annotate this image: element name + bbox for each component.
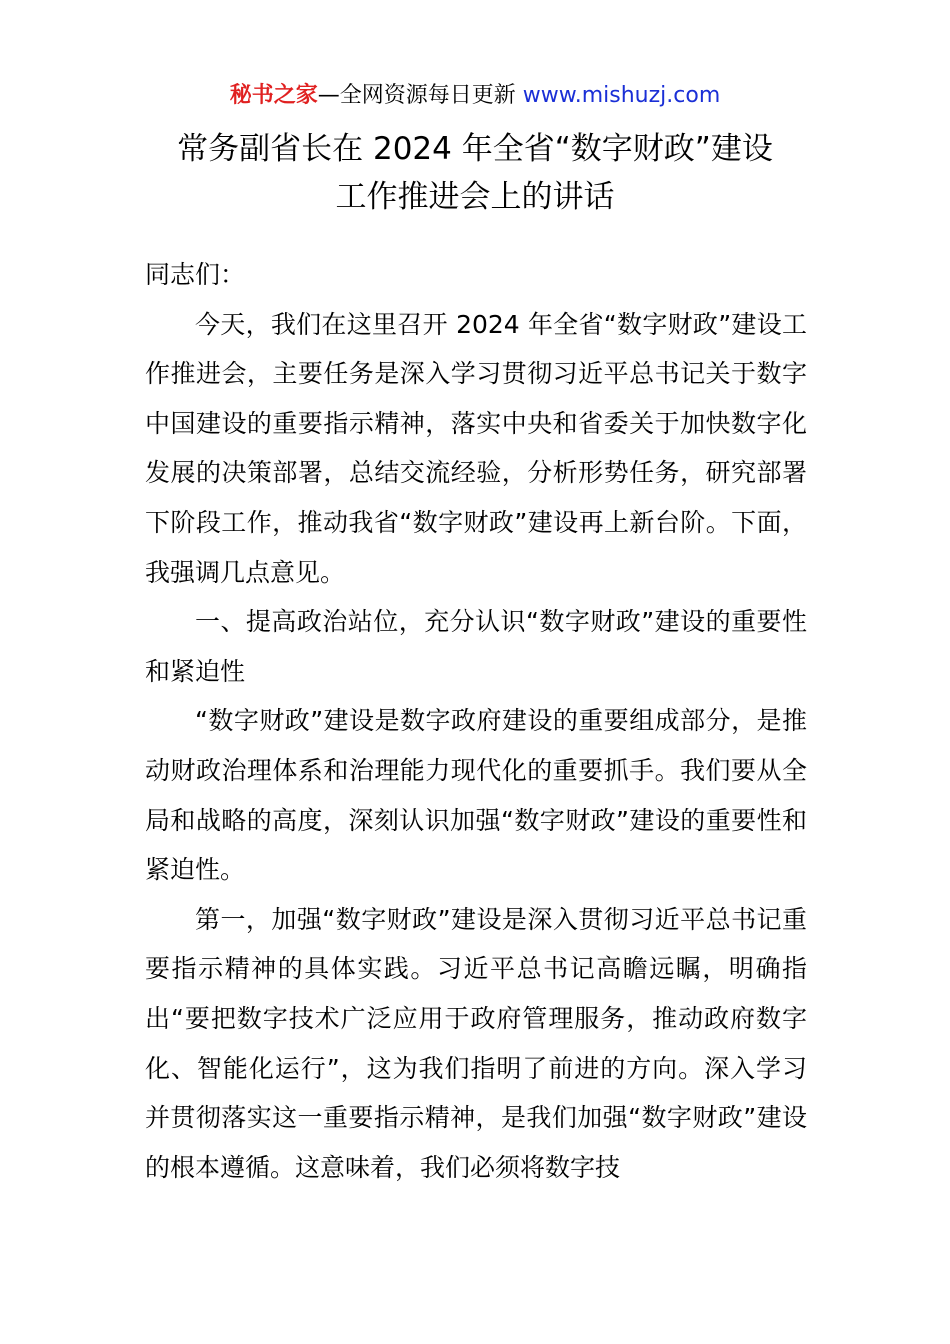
site-banner [0, 78, 950, 114]
salutation: 同志们： [145, 260, 246, 289]
section-heading-1: 一、提高政治站位，充分认识“数字财政”建设的重要性和紧迫性 [145, 607, 807, 686]
paragraph-intro: 今天，我们在这里召开 2024 年全省“数字财政”建设工作推进会，主要任务是深入学习贯彻习近平总书记关于数字中国建设的重要指示精神，落实中央和省委关于加快数字化发展的决策部署，总结交流经验，分析形势任务，研究部署下阶段工作，推动我省“数字财政”建设再上新台阶。下面，我强调几点意见。 [145, 309, 807, 587]
speech-body [145, 250, 807, 1192]
site-url-link[interactable]: www.mishuzj.com [522, 83, 721, 108]
site-tagline: —全网资源每日更新 [317, 83, 523, 108]
site-brand: 秘书之家 [229, 83, 318, 108]
paragraph-point-1: 第一，加强“数字财政”建设是深入贯彻习近平总书记重要指示精神的具体实践。习近平总书记高瞻远瞩，明确指出“要把数字技术广泛应用于政府管理服务，推动政府数字化、智能化运行”，这为我们指明了前进的方向。深入学习并贯彻落实这一重要指示精神，是我们加强“数字财政”建设的根本遵循。这意味着，我们必须将数字技 [145, 904, 807, 1182]
paragraph-section-1: “数字财政”建设是数字政府建设的重要组成部分，是推动财政治理体系和治理能力现代化的重要抓手。我们要从全局和战略的高度，深刻认识加强“数字财政”建设的重要性和紧迫性。 [145, 706, 807, 885]
document-title-line-2: 工作推进会上的讲话 [335, 179, 615, 215]
document-title-line-1: 常务副省长在 2024 年全省“数字财政”建设 [177, 131, 773, 167]
